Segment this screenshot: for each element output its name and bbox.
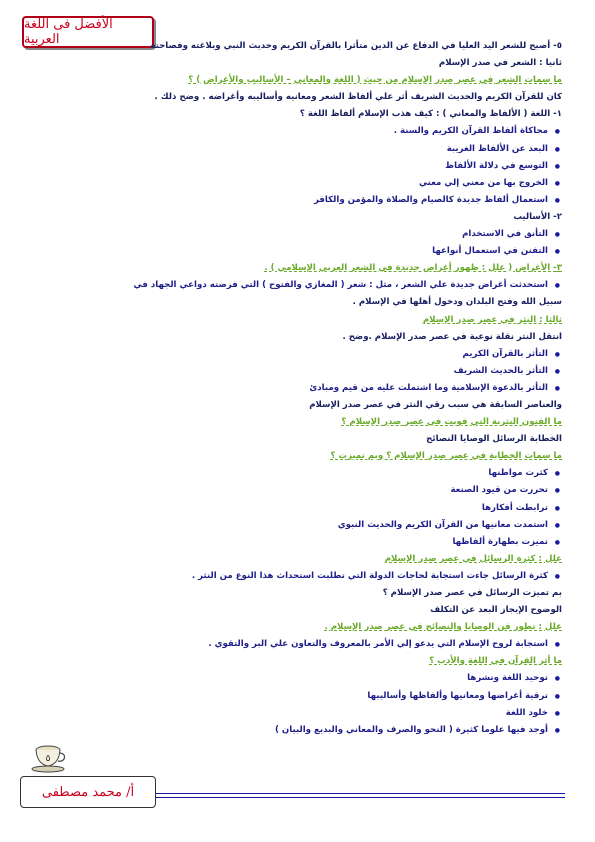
list-item: ● التفنن في استعمال أنواعها	[34, 243, 562, 260]
text-line: ٥- أصبح للشعر اليد العليا في الدفاع عن الدين متأثرا بالقرآن الكريم وحديث النبي وبلاغته وفصاحته	[150, 41, 562, 51]
list-item: ● محاكاة ألفاظ القرآن الكريم والسنة .	[34, 123, 562, 140]
section-heading: ثالثا : النثر في عصر صدر الإسلام	[422, 314, 562, 325]
list-item: ● كثرة الرسائل جاءت استجابة لحاجات الدولة التي تطلبت استحداث هذا النوع من النثر .	[34, 568, 562, 585]
text-line: انتقل النثر نقلة نوعية في عصر صدر الإسلام .وضح .	[342, 331, 562, 342]
list-item: ● خلود اللغة	[34, 705, 562, 722]
list-item: ● استعمال ألفاظ جديدة كالصيام والصلاة والمؤمن والكافر	[34, 192, 562, 209]
list-item: ● استمدت معانيها من القرآن الكريم والحديث النبوي	[34, 517, 562, 534]
text-line: ١- اللغة ( الألفاظ والمعاني ) : كيف هذب الإسلام ألفاظ اللغة ؟	[299, 109, 562, 120]
footer-rule-secondary	[155, 797, 565, 798]
text-line: ٢- الأساليب	[513, 211, 562, 222]
list-item: ● التوسع في دلالة الألفاظ	[34, 158, 562, 175]
text-line: الخطابة الرسائل الوصايا النصائح	[426, 434, 562, 445]
list-item: ● استحدثت أغراض جديدة علي الشعر ، مثل : شعر ( المغازي والفتوح ) التي فرضته دواعي الجهاد في	[34, 277, 562, 294]
teacup-icon	[28, 740, 68, 774]
author-name: أ/ محمد مصطفى	[20, 776, 156, 808]
section-heading: ٣- الأغراض ( علل : ظهور أغراض جديدة في الشعر العربي الإسلامي ) .	[264, 263, 562, 274]
text-line: كان للقرآن الكريم والحديث الشريف أثر علي ألفاظ الشعر ومعانيه وأساليبه وأغراضه . وضح ذلك .	[154, 92, 562, 103]
list-item: ● التأثر بالدعوة الإسلامية وما اشتملت عليه من قيم ومبادئ	[34, 380, 562, 397]
text-line: الوضوح الإيجاز البعد عن التكلف	[430, 605, 562, 616]
list-item: ● التأثر بالحديث الشريف	[34, 363, 562, 380]
list-item: ● استجابة لروح الإسلام التي يدعو إلي الأمر بالمعروف والتعاون علي البر والتقوي .	[34, 636, 562, 653]
list-item: ● التأثر بالقرآن الكريم	[34, 346, 562, 363]
footer-rule	[155, 793, 565, 794]
section-heading: علل : كثرة الرسائل في عصر صدر الإسلام	[384, 553, 562, 564]
section-heading: ما أثر القرآن في اللغة والأدب ؟	[429, 656, 562, 667]
list-item: ● توحيد اللغة ونشرها	[34, 670, 562, 687]
text-line: سبيل الله وفتح البلدان ودخول أهلها في الإسلام .	[352, 297, 562, 308]
content-body	[34, 38, 562, 739]
list-item: ● البعد عن الألفاظ الغريبة	[34, 141, 562, 158]
list-item: ● أوجد فيها علوما كثيرة ( النحو والصرف والمعاني والبديع والبيان )	[34, 722, 562, 739]
section-heading: علل : تطور فن الوصايا والنصائح في عصر صدر الإسلام .	[324, 622, 562, 633]
list-item: ● الخروج بها من معني إلي معني	[34, 175, 562, 192]
section-heading: ما الفنون النثرية التي قويت في عصر صدر الإسلام ؟	[341, 417, 562, 428]
list-item: ● ترقية أغراضها ومعانيها وألفاظها وأساليبها	[34, 688, 562, 705]
list-item: ● التأنق في الاستخدام	[34, 226, 562, 243]
page-number: ٥	[45, 754, 51, 764]
text-line: بم تميزت الرسائل في عصر صدر الإسلام ؟	[382, 588, 562, 598]
list-item: ● تميزت بطهارة ألفاظها	[34, 534, 562, 551]
text-line: ثانيا : الشعر في صدر الإسلام	[438, 58, 562, 69]
list-item: ● تحررت من قيود الصنعة	[34, 482, 562, 499]
section-heading: ما سمات الخطابة في عصر صدر الإسلام ؟ وبم تميزت ؟	[330, 451, 562, 462]
section-heading: ما سمات الشعر في عصر صدر الإسلام من حيث ( اللغة والمعاني – الأساليب والأغراض ) ؟	[188, 75, 562, 86]
header-badge: الأفضل فى اللغة العربية	[22, 16, 154, 48]
list-item: ● ترابطت أفكارها	[34, 500, 562, 517]
list-item: ● كثرت مواطنها	[34, 465, 562, 482]
text-line: والعناصر السابقة هي سبب رقي النثر في عصر صدر الإسلام	[309, 399, 562, 410]
